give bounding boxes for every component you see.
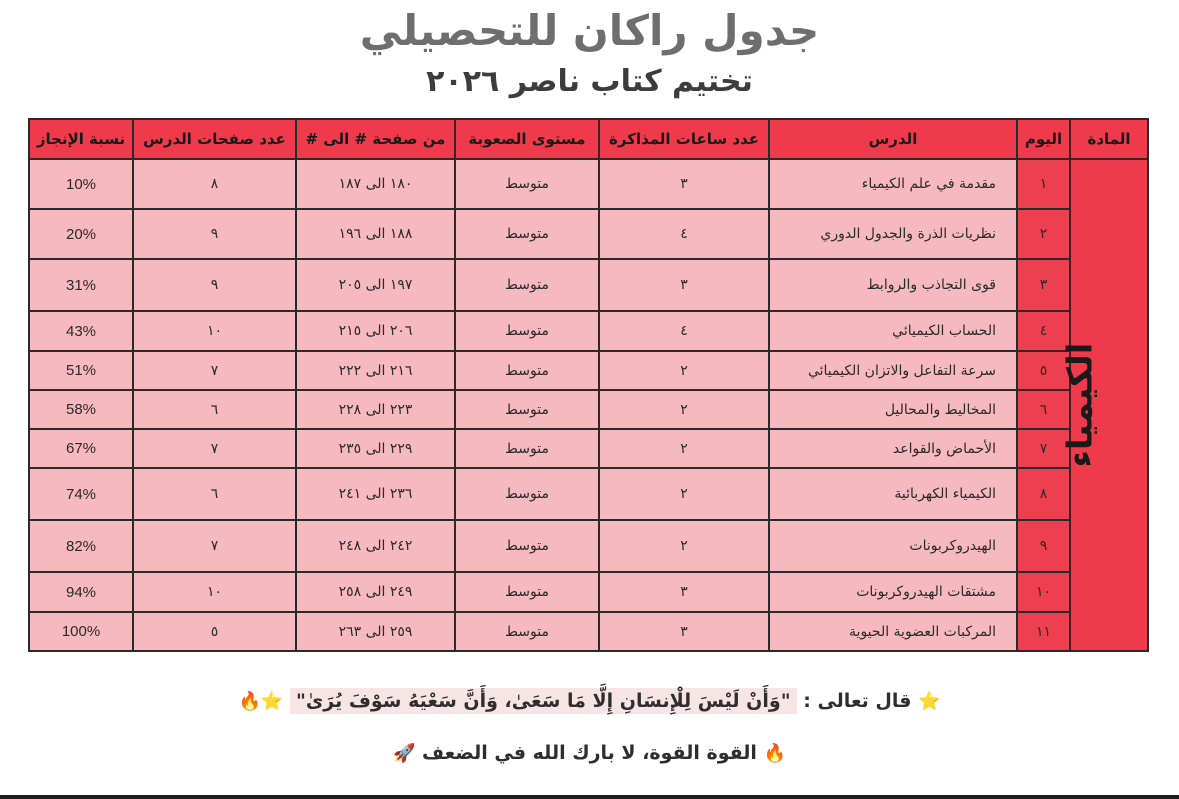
progress-cell: 58% (29, 390, 133, 429)
difficulty-cell: متوسط (455, 351, 599, 390)
pages-range-cell: ١٨٠ الى ١٨٧ (296, 159, 455, 209)
motto-text: القوة القوة، لا بارك الله في الضعف (422, 742, 757, 764)
pages-range-cell: ٢٤٩ الى ٢٥٨ (296, 572, 455, 612)
hours-cell: ٤ (599, 311, 769, 351)
day-cell: ٨ (1017, 468, 1070, 520)
fire-icon: 🔥 (238, 691, 261, 712)
motto-line (0, 742, 1179, 764)
lesson-cell: الكيمياء الكهربائية (769, 468, 1017, 520)
pages-range-cell: ١٨٨ الى ١٩٦ (296, 209, 455, 259)
page-count-cell: ٦ (133, 468, 296, 520)
day-cell: ٧ (1017, 429, 1070, 468)
progress-cell: 51% (29, 351, 133, 390)
difficulty-cell: متوسط (455, 159, 599, 209)
difficulty-cell: متوسط (455, 520, 599, 572)
difficulty-cell: متوسط (455, 390, 599, 429)
header-pages-range: من صفحة # الى # (296, 119, 455, 159)
hours-cell: ٢ (599, 468, 769, 520)
page-title: جدول راكان للتحصيلي (359, 6, 820, 55)
lesson-cell: المركبات العضوية الحيوية (769, 612, 1017, 651)
table-row (29, 429, 1148, 468)
progress-cell: 31% (29, 259, 133, 311)
pages-range-cell: ٢٠٦ الى ٢١٥ (296, 311, 455, 351)
difficulty-cell: متوسط (455, 209, 599, 259)
pages-range-cell: ٢١٦ الى ٢٢٢ (296, 351, 455, 390)
lesson-cell: نظريات الذرة والجدول الدوري (769, 209, 1017, 259)
pages-range-cell: ٢٢٩ الى ٢٣٥ (296, 429, 455, 468)
progress-cell: 10% (29, 159, 133, 209)
table-row (29, 209, 1148, 259)
table-row (29, 259, 1148, 311)
lesson-cell: المخاليط والمحاليل (769, 390, 1017, 429)
star-icon: ⭐ (260, 691, 284, 712)
bottom-divider (0, 795, 1179, 799)
table-row (29, 572, 1148, 612)
hours-cell: ٢ (599, 429, 769, 468)
pages-range-cell: ٢٣٦ الى ٢٤١ (296, 468, 455, 520)
difficulty-cell: متوسط (455, 311, 599, 351)
lesson-cell: الحساب الكيميائي (769, 311, 1017, 351)
header-subject: المادة (1070, 119, 1148, 159)
header-page-count: عدد صفحات الدرس (133, 119, 296, 159)
header-day: اليوم (1017, 119, 1070, 159)
pages-range-cell: ٢٤٢ الى ٢٤٨ (296, 520, 455, 572)
hours-cell: ٢ (599, 351, 769, 390)
lesson-cell: سرعة التفاعل والاتزان الكيميائي (769, 351, 1017, 390)
day-cell: ٣ (1017, 259, 1070, 311)
day-cell: ٦ (1017, 390, 1070, 429)
progress-cell: 100% (29, 612, 133, 651)
table-row (29, 520, 1148, 572)
pages-range-cell: ١٩٧ الى ٢٠٥ (296, 259, 455, 311)
difficulty-cell: متوسط (455, 259, 599, 311)
fire-icon: 🔥 (763, 743, 786, 764)
subject-cell (1060, 159, 1148, 651)
hours-cell: ٣ (599, 259, 769, 311)
hours-cell: ٣ (599, 572, 769, 612)
lesson-cell: مشتقات الهيدروكربونات (769, 572, 1017, 612)
progress-cell: 82% (29, 520, 133, 572)
lesson-cell: الأحماض والقواعد (769, 429, 1017, 468)
table-row (29, 612, 1148, 651)
study-schedule-table (28, 118, 1149, 652)
day-cell: ٥ (1017, 351, 1070, 390)
star-icon: ⭐ (918, 691, 941, 712)
page-count-cell: ١٠ (133, 311, 296, 351)
page-subtitle: تختيم كتاب ناصر ٢٠٢٦ (426, 64, 753, 99)
page-count-cell: ١٠ (133, 572, 296, 612)
table-row (29, 159, 1148, 209)
lesson-cell: قوى التجاذب والروابط (769, 259, 1017, 311)
table-header-row (29, 119, 1148, 159)
page-count-cell: ٧ (133, 429, 296, 468)
day-cell: ٤ (1017, 311, 1070, 351)
verse-line (0, 690, 1179, 712)
header-difficulty: مستوى الصعوبة (455, 119, 599, 159)
progress-cell: 20% (29, 209, 133, 259)
hours-cell: ٢ (599, 390, 769, 429)
page-count-cell: ٨ (133, 159, 296, 209)
pages-range-cell: ٢٢٣ الى ٢٢٨ (296, 390, 455, 429)
table-row (29, 351, 1148, 390)
verse-text: "وَأَنْ لَيْسَ لِلْإِنسَانِ إِلَّا مَا سَعَىٰ، وَأَنَّ سَعْيَهُ سَوْفَ يُرَىٰ" (290, 688, 797, 714)
day-cell: ١٠ (1017, 572, 1070, 612)
header-lesson: الدرس (769, 119, 1017, 159)
day-cell: ١١ (1017, 612, 1070, 651)
page-count-cell: ٥ (133, 612, 296, 651)
subject-label: الكيمياء (1060, 342, 1101, 468)
day-cell: ١ (1017, 159, 1070, 209)
day-cell: ٩ (1017, 520, 1070, 572)
difficulty-cell: متوسط (455, 572, 599, 612)
difficulty-cell: متوسط (455, 429, 599, 468)
difficulty-cell: متوسط (455, 468, 599, 520)
page-count-cell: ٧ (133, 351, 296, 390)
progress-cell: 74% (29, 468, 133, 520)
page-count-cell: ٧ (133, 520, 296, 572)
hours-cell: ٤ (599, 209, 769, 259)
progress-cell: 43% (29, 311, 133, 351)
day-cell: ٢ (1017, 209, 1070, 259)
header-progress: نسبة الإنجاز (29, 119, 133, 159)
table-row (29, 311, 1148, 351)
page-count-cell: ٩ (133, 259, 296, 311)
page-count-cell: ٦ (133, 390, 296, 429)
rocket-icon: 🚀 (393, 743, 416, 764)
lesson-cell: مقدمة في علم الكيمياء (769, 159, 1017, 209)
progress-cell: 94% (29, 572, 133, 612)
verse-intro: قال تعالى : (803, 690, 912, 712)
header-hours: عدد ساعات المذاكرة (599, 119, 769, 159)
lesson-cell: الهيدروكربونات (769, 520, 1017, 572)
hours-cell: ٣ (599, 159, 769, 209)
table-row (29, 468, 1148, 520)
progress-cell: 67% (29, 429, 133, 468)
page-count-cell: ٩ (133, 209, 296, 259)
pages-range-cell: ٢٥٩ الى ٢٦٣ (296, 612, 455, 651)
hours-cell: ٣ (599, 612, 769, 651)
difficulty-cell: متوسط (455, 612, 599, 651)
table-row (29, 390, 1148, 429)
hours-cell: ٢ (599, 520, 769, 572)
